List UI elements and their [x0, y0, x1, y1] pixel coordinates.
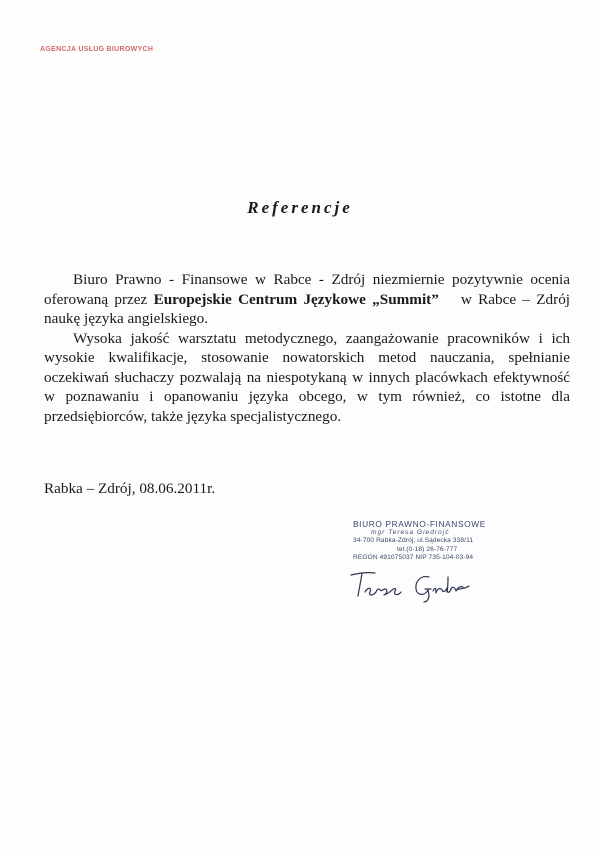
paragraph-1-ending: w Rabce – Zdrój naukę języka angielskiego.: [44, 290, 571, 327]
institution-name: Europejskie Centrum Językowe: [153, 290, 366, 308]
stamp-address: 34-700 Rabka-Zdrój, ul.Sądecka 338/11: [353, 537, 474, 545]
stamp-person: mgr Teresa Giedrojć: [371, 528, 450, 536]
paragraph-1-text: Biuro Prawno - Finansowe w Rabce - Zdrój niezmiernie pozytywnie ocenia oferowaną przez: [44, 271, 570, 308]
paragraph-2: Wysoka jakość warsztatu metodycznego, zaangażowanie pracowników i ich wysokie kwalifikacje, stosowanie nowatorskich metod nauczania, spełnianie oczekiwań słuchaczy pozwalają na niespotykaną w innych placówkach efektywność w poznawaniu i opanowaniu języka obcego, w tym również, co istotne dla przedsiębiorców, także języka specjalistycznego.: [44, 329, 570, 425]
letterhead-logo-text: AGENCJA USŁUG BIUROWYCH: [40, 46, 154, 51]
company-stamp: [353, 520, 513, 563]
stamp-company-name: BIURO PRAWNO-FINANSOWE: [353, 519, 486, 529]
letter-body: [44, 270, 570, 426]
handwritten-signature: [345, 565, 485, 605]
paragraph-1: [44, 270, 570, 329]
institution-brand: „Summit”: [372, 290, 439, 308]
document-title: Referencje: [247, 198, 353, 217]
stamp-ids: REGON 491075037 NIP 735-104-03-94: [353, 554, 474, 562]
stamp-phone: tel.(0-18) 26-76-777: [397, 545, 458, 553]
place-and-date: Rabka – Zdrój, 08.06.2011r.: [44, 480, 216, 497]
